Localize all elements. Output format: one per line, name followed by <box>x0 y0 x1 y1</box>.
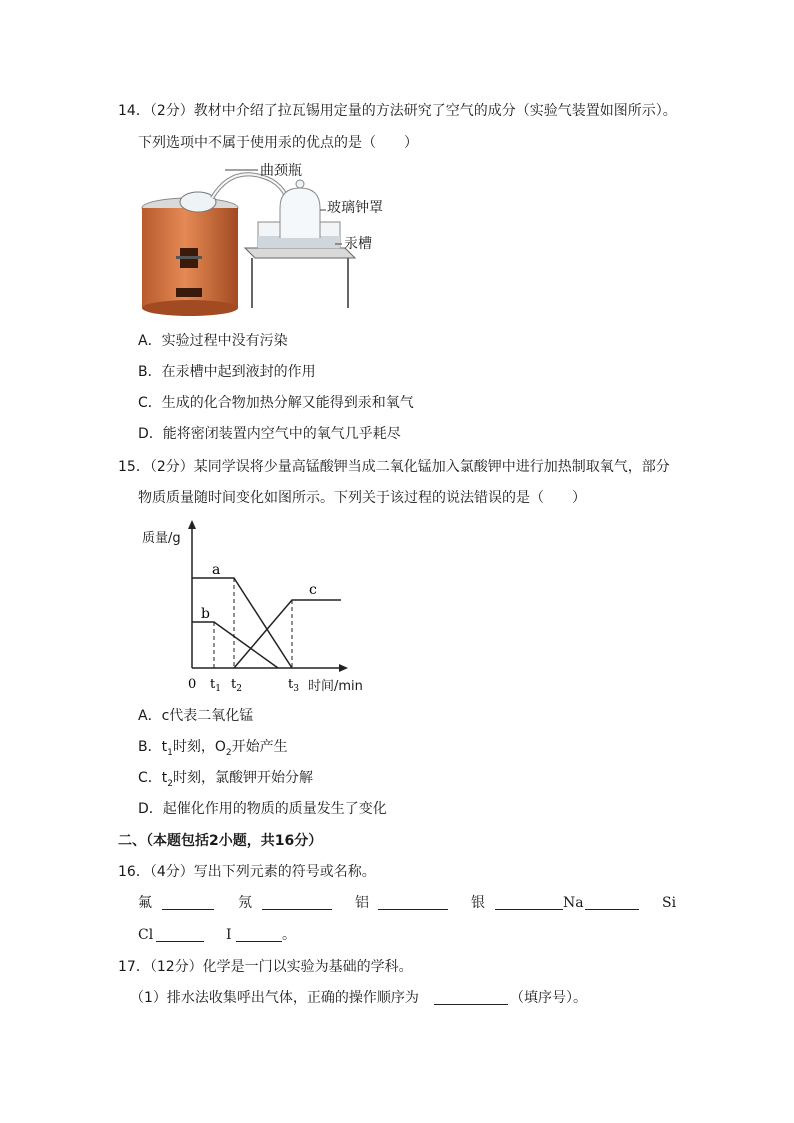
series-b-label: b <box>201 606 210 622</box>
q17-sub1-text: （1）排水法收集呼出气体，正确的操作顺序为 <box>130 990 419 1006</box>
series-c-label: c <box>309 582 317 598</box>
q16-item-fluorine: 氟 <box>138 895 152 911</box>
q16-stem: 16．（4分）写出下列元素的符号或名称。 <box>118 864 376 880</box>
q16-blank-6[interactable] <box>156 927 204 942</box>
chart-xlabel: 时间/min <box>308 679 363 694</box>
q14-option-c[interactable]: C．生成的化合物加热分解又能得到汞和氧气 <box>138 395 414 411</box>
q15-stem-line2: 物质质量随时间变化如图所示。下列关于该过程的说法错误的是（ ） <box>138 490 586 506</box>
series-a-label: a <box>212 562 221 578</box>
q17-sub1-end: （填序号）。 <box>510 990 587 1006</box>
tick-t1: $t_1$ <box>210 677 221 694</box>
q15-option-c[interactable]: C．$t_2$时刻，氯酸钾开始分解 <box>138 770 314 789</box>
label-bell-jar: 玻璃钟罩 <box>327 200 383 216</box>
q16-item-na: Na <box>563 895 584 911</box>
q16-blank-7[interactable] <box>236 927 282 942</box>
q17-stem: 17．（12分）化学是一门以实验为基础的学科。 <box>118 959 413 975</box>
q14-option-d[interactable]: D．能将密闭装置内空气中的氧气几乎耗尽 <box>138 426 401 442</box>
q16-item-i: I <box>226 927 232 943</box>
q16-blank-2[interactable] <box>262 895 332 910</box>
q16-item-silver: 银 <box>471 895 485 911</box>
q16-blank-5[interactable] <box>585 895 639 910</box>
tick-t3: $t_3$ <box>288 677 299 694</box>
q14-stem-line2: 下列选项中不属于使用汞的优点的是（ ） <box>138 135 418 151</box>
section-2-title: 二、（本题包括2小题，共16分） <box>118 833 323 849</box>
q16-blank-4[interactable] <box>495 895 563 910</box>
y-axis-arrow <box>188 520 196 529</box>
q14-stem-line1: 14．（2分）教材中介绍了拉瓦锡用定量的方法研究了空气的成分（实验气装置如图所示）。 <box>118 103 677 119</box>
label-retort-flask: 曲颈瓶 <box>260 163 302 179</box>
series-c-line <box>234 600 341 668</box>
q16-item-si: Si <box>662 895 677 911</box>
q16-item-neon: 氖 <box>238 895 252 911</box>
mass-time-chart <box>138 516 378 696</box>
origin-label: 0 <box>188 677 197 692</box>
q15-option-b[interactable]: B．$t_1$时刻，$O_2$开始产生 <box>138 739 288 758</box>
q15-option-a[interactable]: A．c代表二氧化锰 <box>138 708 254 724</box>
q16-blank-1[interactable] <box>162 895 214 910</box>
q16-end-mark: 。 <box>282 927 296 943</box>
q15-option-d[interactable]: D．起催化作用的物质的质量发生了变化 <box>138 801 387 817</box>
x-axis-arrow <box>339 664 348 672</box>
q17-sub1-blank[interactable] <box>434 990 508 1005</box>
tick-t2: $t_2$ <box>231 677 242 694</box>
series-a-line <box>192 578 292 668</box>
q16-item-cl: Cl <box>138 927 154 943</box>
series-b-line <box>192 622 278 668</box>
q16-blank-3[interactable] <box>378 895 448 910</box>
q16-item-aluminum: 铝 <box>355 895 369 911</box>
q14-option-a[interactable]: A．实验过程中没有污染 <box>138 333 288 349</box>
q14-option-b[interactable]: B．在汞槽中起到液封的作用 <box>138 364 316 380</box>
chart-ylabel: 质量/g <box>142 531 181 546</box>
q15-stem-line1: 15．（2分）某同学误将少量高锰酸钾当成二氧化锰加入氯酸钾中进行加热制取氧气，部分 <box>118 459 670 475</box>
label-mercury-trough: 汞槽 <box>344 236 372 252</box>
